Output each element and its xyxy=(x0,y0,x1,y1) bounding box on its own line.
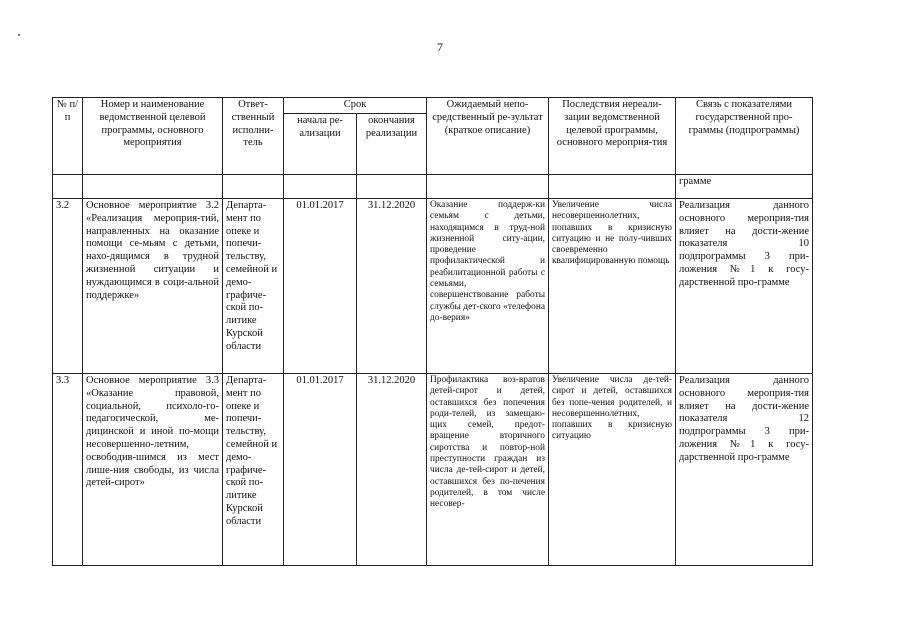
header-consequences: Последствия нереали-зации ведомственной целевой программы, основного мероприя-тия xyxy=(549,98,676,175)
row-num: 3.2 xyxy=(53,199,83,374)
row-link: Реализация данного основного мероприя-тия влияет на дости-жение показателя 10 подпрограммы 3 при-ложения №1 к госу-дарственной про-грамме xyxy=(676,199,813,374)
header-row-1 xyxy=(53,98,813,114)
row-num: 3.3 xyxy=(53,374,83,566)
row-result: Профилактика воз-вратов детей-сирот и детей, оставшихся без попечения роди-телей, из замещаю-щих семей, предот-вращение вторичного сиротства и повтор-ной преступности граждан из числа де-тей-сирот и детей, оставшихся без по-печения родителей, в том числе несовер- xyxy=(427,374,549,566)
continuation-link: грамме xyxy=(676,175,813,199)
scan-mark xyxy=(18,34,20,36)
row-responsible: Департа-мент по опеке и попечи-тельству, семейной и демо-графиче-ской по-литике Курской области xyxy=(223,199,284,374)
page-number: 7 xyxy=(437,40,443,54)
program-table xyxy=(52,97,813,566)
row-result: Оказание поддерж-ки семьям с детьми, находящимся в труд-ной жизненной ситу-ации, проведение профилактической и реабилитационной работы с семьями, совершенствование работы службы дет-ского «телефона до-верия» xyxy=(427,199,549,374)
row-link: Реализация данного основного мероприя-тия влияет на дости-жение показателя 12 подпрограммы 3 при-ложения №1 к госу-дарственной про-грамме xyxy=(676,374,813,566)
row-name: Основное мероприятие 3.3 «Оказание правовой, социальной, психоло-го-педагогической, ме-дицинской и иной по-мощи несовершенно-летним, освободив-шимся из мест лише-ния свободы, из числа детей-сирот» xyxy=(83,374,223,566)
table-row xyxy=(53,374,813,566)
header-name: Номер и наименование ведомственной целевой программы, основного мероприятия xyxy=(83,98,223,175)
header-link: Связь с показателями государственной про-граммы (подпрограммы) xyxy=(676,98,813,175)
header-term: Срок xyxy=(284,98,427,114)
row-start: 01.01.2017 xyxy=(284,374,357,566)
header-result: Ожидаемый непо-средственный ре-зультат (краткое описание) xyxy=(427,98,549,175)
header-end: окончания реализации xyxy=(357,114,427,175)
header-num: № п/п xyxy=(53,98,83,175)
continuation-row xyxy=(53,175,813,199)
table-row xyxy=(53,199,813,374)
row-consequences: Увеличение числа де-тей-сирот и детей, оставшихся без попе-чения родителей, и несовершеннолетних, попавших в кризисную ситуацию xyxy=(549,374,676,566)
row-end: 31.12.2020 xyxy=(357,374,427,566)
row-responsible: Департа-мент по опеке и попечи-тельству, семейной и демо-графиче-ской по-литике Курской области xyxy=(223,374,284,566)
header-responsible: Ответ-ственный исполни-тель xyxy=(223,98,284,175)
row-name: Основное мероприятие 3.2 «Реализация мероприя-тий, направленных на оказание помощи се-мьям с детьми, нахо-дящимся в трудной жизненной ситуации и нуждающимся в соци-альной поддержке» xyxy=(83,199,223,374)
row-consequences: Увеличение числа несовершеннолетних, попавших в кризисную ситуацию и не полу-чивших своевременно квалифицированную помощь xyxy=(549,199,676,374)
row-start: 01.01.2017 xyxy=(284,199,357,374)
row-end: 31.12.2020 xyxy=(357,199,427,374)
header-start: начала ре-ализации xyxy=(284,114,357,175)
